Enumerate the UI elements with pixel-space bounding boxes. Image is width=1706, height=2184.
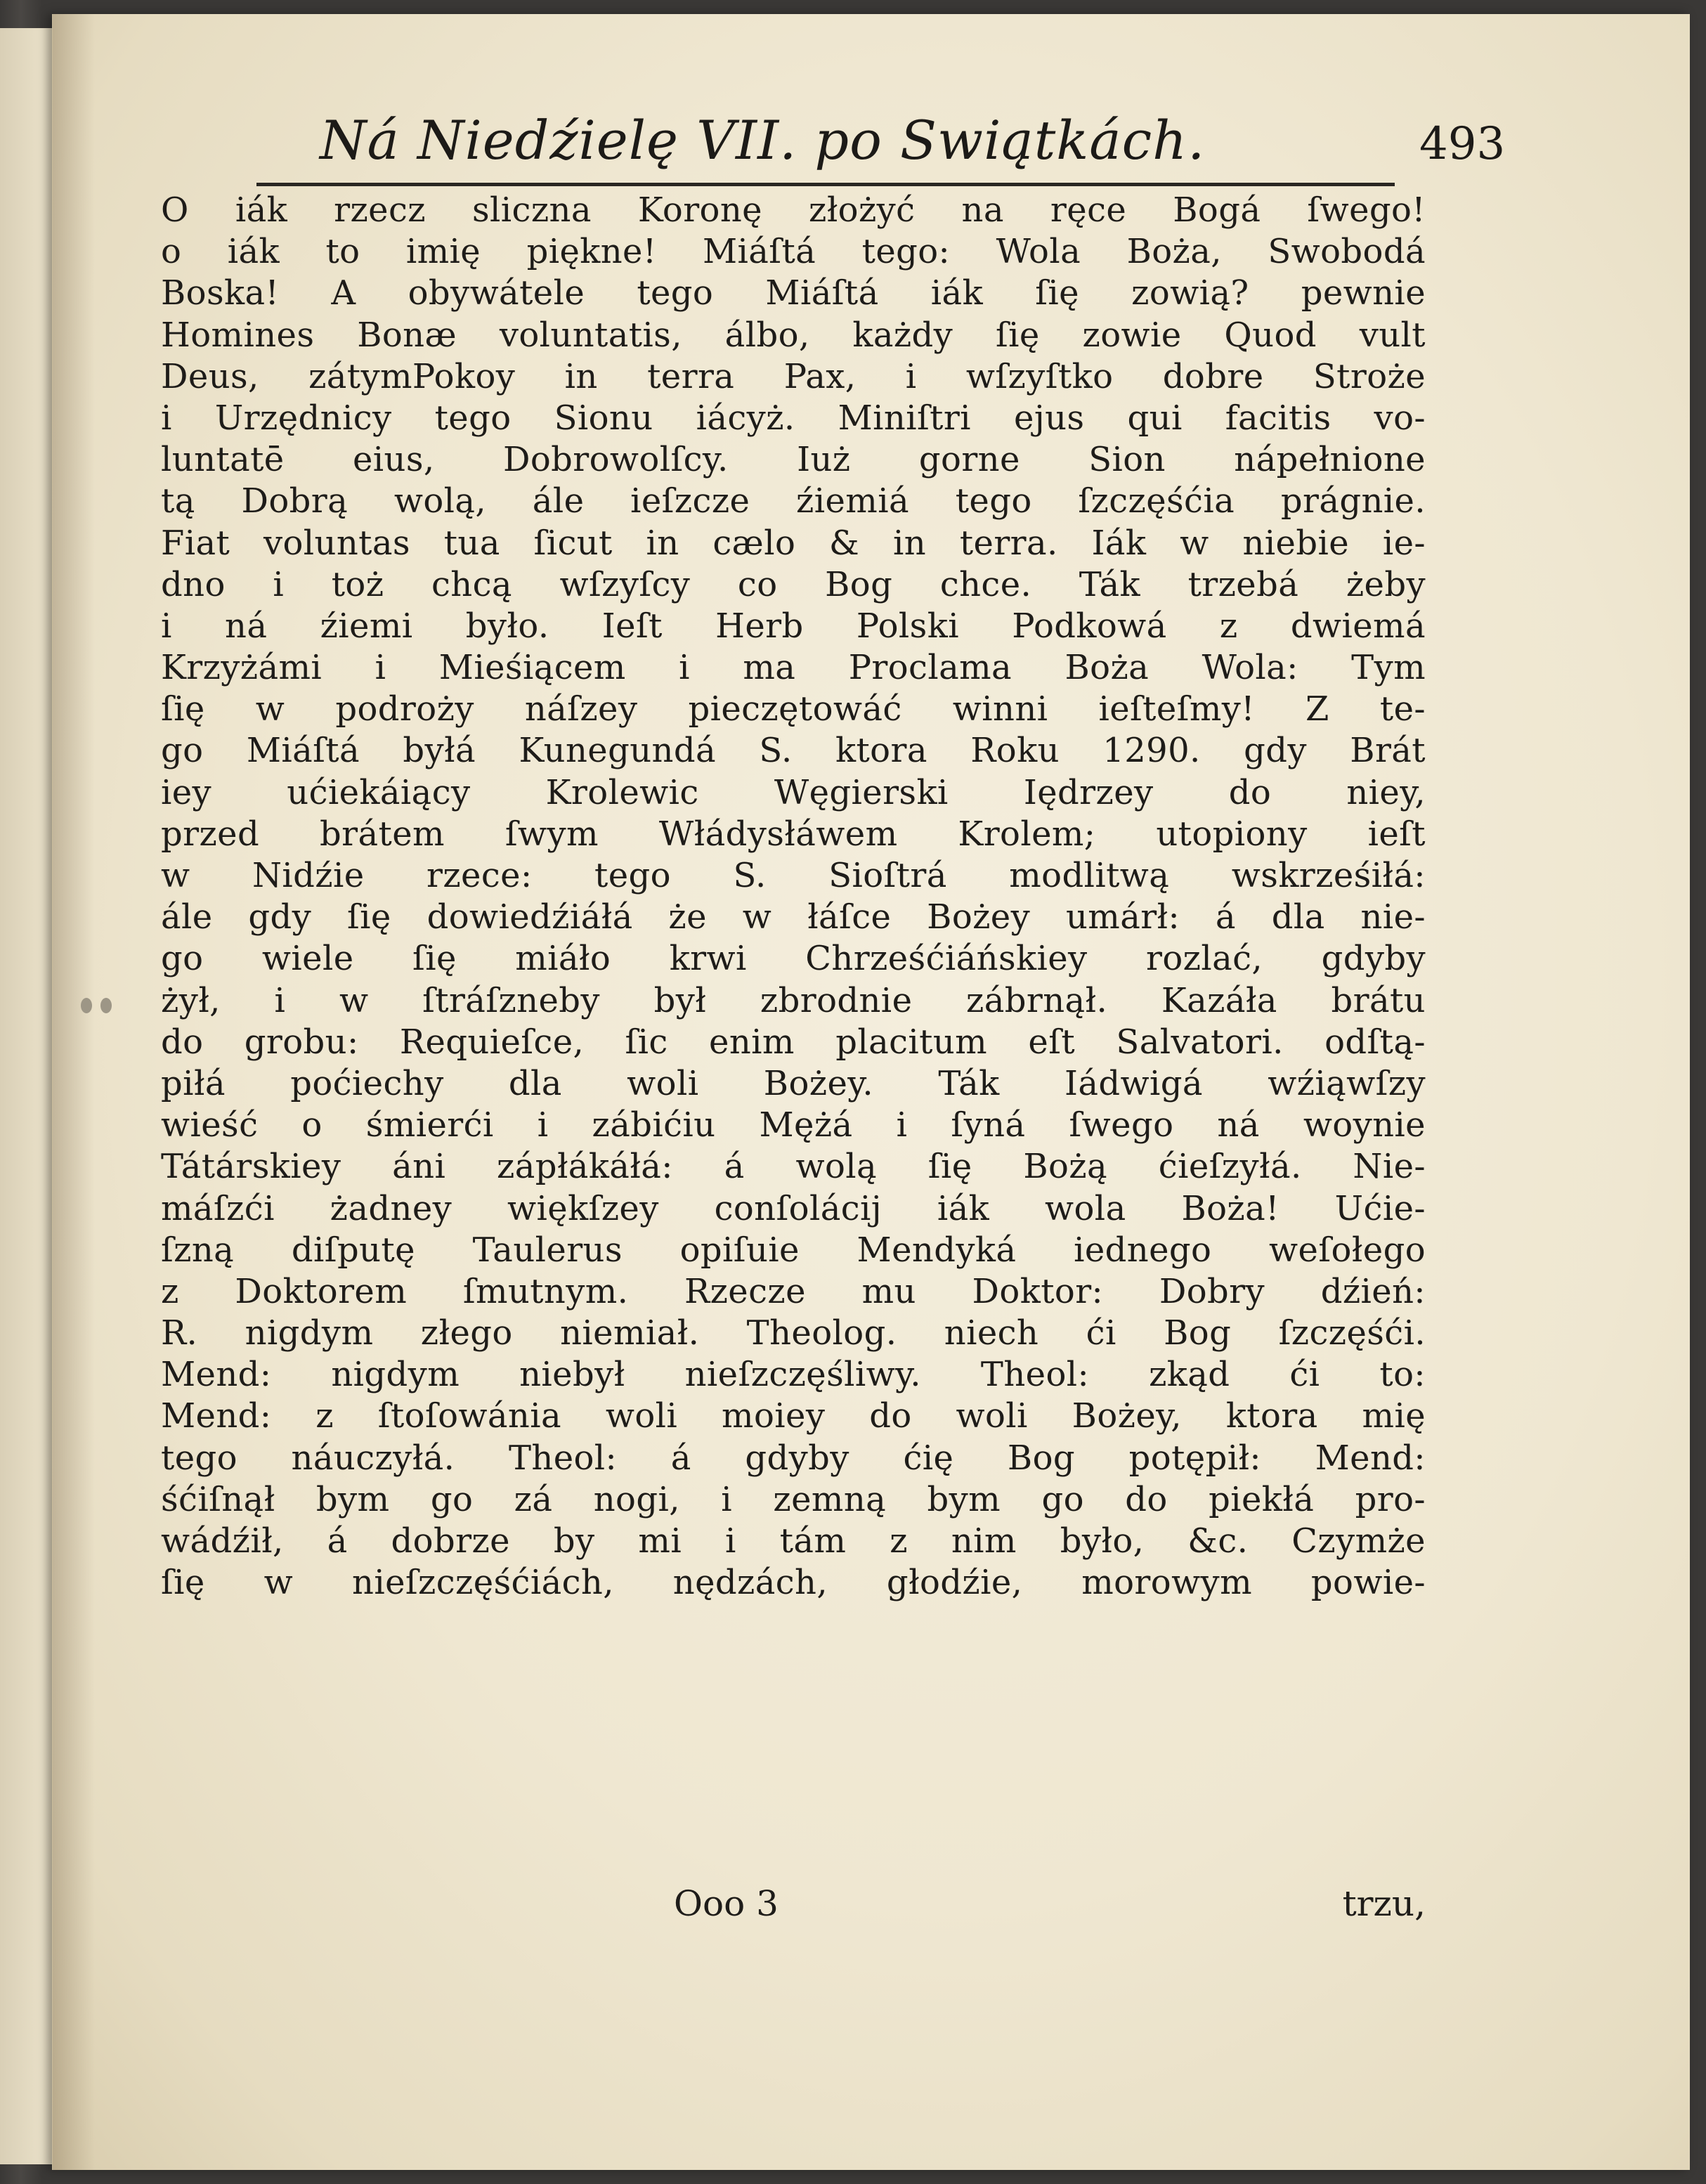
text-line: w Nidźie rzece: tego S. Sioſtrá modlitwą wskrześiłá: — [161, 856, 1426, 895]
text-line: Tátárskiey áni zápłákáłá: á wolą ſię Bożą ćieſzyłá. Nie- — [161, 1147, 1426, 1187]
book-page — [52, 14, 1690, 2170]
text-line: z Doktorem ſmutnym. Rzecze mu Doktor: Dobry dźień: — [161, 1271, 1426, 1311]
text-line: O iák rzecz sliczna Koronę złożyć na ręce Bogá ſwego! — [161, 190, 1426, 230]
text-line: Mend: nigdym niebył nieſzczęśliwy. Theol: zkąd ći to: — [161, 1355, 1426, 1395]
header-rule — [256, 183, 1395, 186]
text-line: śćiſnął bym go zá nogi, i zemną bym go do piekłá pro- — [161, 1479, 1426, 1519]
text-line: Mend: z ſtoſowánia woli moiey do woli Bożey, ktora mię — [161, 1396, 1426, 1436]
text-line: dno i toż chcą wſzyſcy co Bog chce. Ták trzebá żeby — [161, 564, 1426, 604]
binding-holes — [81, 998, 112, 1013]
text-line: piłá poćiechy dla woli Bożey. Ták Iádwigá wźiąwſzy — [161, 1063, 1426, 1103]
text-line: Krzyżámi i Mieśiącem i ma Proclama Boża Wola: Tym — [161, 648, 1426, 688]
text-line: R. nigdym złego niemiał. Theolog. niech ći Bog ſzczęśći. — [161, 1313, 1426, 1353]
text-line: przed brátem ſwym Włádysłáwem Krolem; utopiony ieſt — [161, 814, 1426, 854]
binding-hole — [100, 998, 112, 1013]
binding-hole — [81, 998, 92, 1013]
text-line: ſię w nieſzczęśćiách, nędzách, głodźie, morowym powie- — [161, 1563, 1426, 1603]
gutter-shadow — [53, 14, 95, 2170]
text-line: Boska! A obywátele tego Miáſtá iák ſię zowią? pewnie — [161, 273, 1426, 313]
text-line: luntatē eius, Dobrowolſcy. Iuż gorne Sion nápełnione — [161, 440, 1426, 480]
running-head: Ná Niedźielę VII. po Swiątkách. — [320, 109, 1206, 171]
text-line: i Urzędnicy tego Sionu iácyż. Miniſtri ejus qui facitis vo- — [161, 398, 1426, 438]
page-footer — [161, 1883, 1426, 1925]
text-line: i ná źiemi było. Ieſt Herb Polski Podkowá z dwiemá — [161, 606, 1426, 646]
text-line: go wiele ſię miáło krwi Chrześćiáńskiey rozlać, gdyby — [161, 939, 1426, 979]
text-line: wieść o śmierći i zábićiu Mężá i ſyná ſwego ná woynie — [161, 1105, 1426, 1145]
text-line: ále gdy ſię dowiedźiáłá że w łáſce Bożey umárł: á dla nie- — [161, 897, 1426, 937]
text-line: Deus, zátymPokoy in terra Pax, i wſzyſtko dobre Stroże — [161, 356, 1426, 396]
text-line: tą Dobrą wolą, ále ieſzcze źiemiá tego ſzczęśćia prágnie. — [161, 481, 1426, 521]
text-line: ſię w podroży náſzey pieczętowáć winni ieſteſmy! Z te- — [161, 689, 1426, 729]
text-line: ſzną diſputę Taulerus opiſuie Mendyká iednego weſołego — [161, 1230, 1426, 1270]
text-line: do grobu: Requieſce, ſic enim placitum eſt Salvatori. odſtą- — [161, 1022, 1426, 1062]
body-text — [161, 190, 1426, 1604]
catchword: trzu, — [1342, 1883, 1426, 1924]
text-line: o iák to imię piękne! Miáſtá tego: Wola Boża, Swobodá — [161, 232, 1426, 272]
text-line: Homines Bonæ voluntatis, álbo, każdy ſię zowie Quod vult — [161, 315, 1426, 355]
text-line: go Miáſtá byłá Kunegundá S. ktora Roku 1290. gdy Brát — [161, 731, 1426, 771]
page-number: 493 — [1419, 118, 1506, 170]
signature-mark: Ooo 3 — [674, 1883, 779, 1924]
text-line: Fiat voluntas tua ſicut in cælo & in terra. Iák w niebie ie- — [161, 523, 1426, 563]
text-line: iey ućiekáiący Krolewic Węgierski Iędrzey do niey, — [161, 772, 1426, 812]
text-line: wádźił, á dobrze by mi i tám z nim było, &c. Czymże — [161, 1521, 1426, 1561]
text-line: tego náuczyłá. Theol: á gdyby ćię Bog potępił: Mend: — [161, 1438, 1426, 1478]
text-line: żył, i w ſtráſzneby był zbrodnie zábrnął. Kazáła brátu — [161, 980, 1426, 1020]
text-line: máſzći żadney więkſzey conſolácij iák wola Boża! Ućie- — [161, 1188, 1426, 1228]
